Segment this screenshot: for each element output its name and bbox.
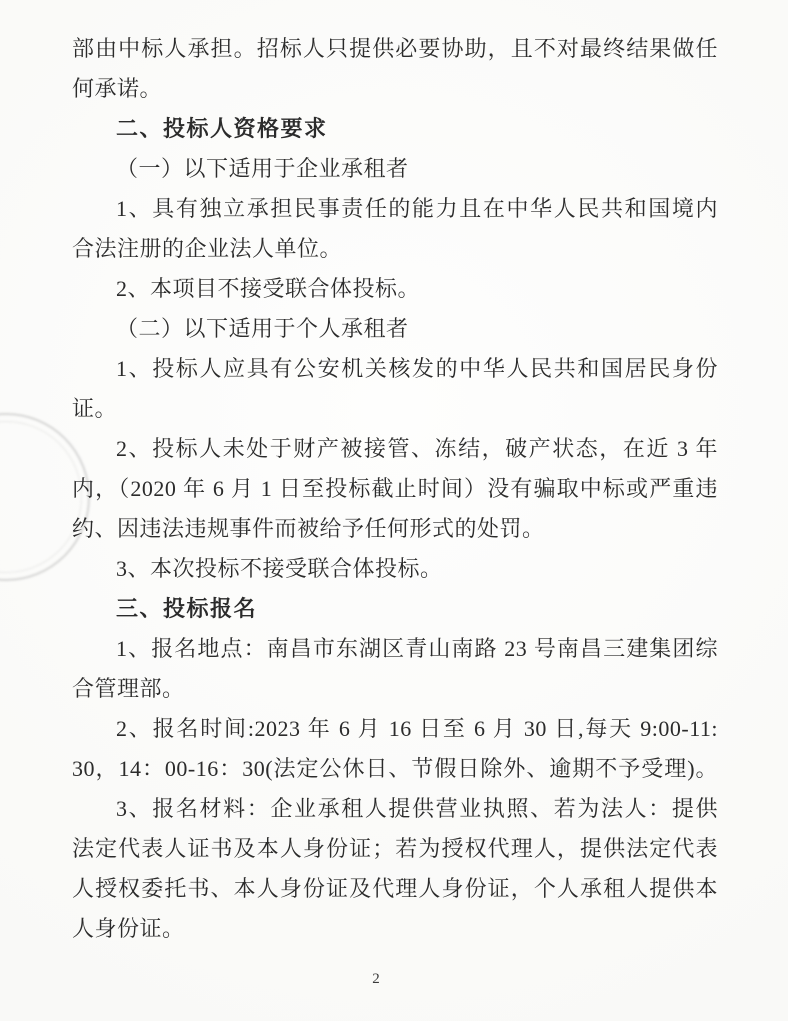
text-line: 合管理部。 xyxy=(72,676,185,701)
text-line: 3、本次投标不接受联合体投标。 xyxy=(116,556,443,581)
text-line: 人授权委托书、本人身份证及代理人身份证，个人承租人提供本 xyxy=(72,876,718,901)
text-line: 约、因违法违规事件而被给予任何形式的处罚。 xyxy=(72,516,545,541)
text-line: 1、具有独立承担民事责任的能力且在中华人民共和国境内 xyxy=(116,196,718,221)
text-line: 2、报名时间:2023 年 6 月 16 日至 6 月 30 日,每天 9:00-11: xyxy=(116,716,718,741)
text-line: 30，14：00-16：30(法定公休日、节假日除外、逾期不予受理)。 xyxy=(72,756,718,781)
text-line: 3、报名材料：企业承租人提供营业执照、若为法人：提供 xyxy=(116,796,718,821)
text-line: 1、投标人应具有公安机关核发的中华人民共和国居民身份 xyxy=(116,356,718,381)
text-line: （一）以下适用于企业承租者 xyxy=(116,156,409,181)
text-line: 合法注册的企业法人单位。 xyxy=(72,236,343,261)
text-line: 2、投标人未处于财产被接管、冻结，破产状态，在近 3 年 xyxy=(116,436,718,461)
text-line: 人身份证。 xyxy=(72,916,185,941)
text-line: 证。 xyxy=(72,396,118,421)
text-line: 法定代表人证书及本人身份证；若为授权代理人，提供法定代表 xyxy=(72,836,718,861)
section-heading: 二、投标人资格要求 xyxy=(116,116,328,141)
text-line: 何承诺。 xyxy=(72,76,163,101)
section-heading: 三、投标报名 xyxy=(116,596,258,621)
text-line: 2、本项目不接受联合体投标。 xyxy=(116,276,421,301)
text-line: 1、报名地点：南昌市东湖区青山南路 23 号南昌三建集团综 xyxy=(116,636,718,661)
text-line: 部由中标人承担。招标人只提供必要协助，且不对最终结果做任 xyxy=(72,36,718,61)
text-line: （二）以下适用于个人承租者 xyxy=(116,316,409,341)
page-number: 2 xyxy=(372,971,380,987)
text-line: 内，（2020 年 6 月 1 日至投标截止时间）没有骗取中标或严重违 xyxy=(72,476,718,501)
